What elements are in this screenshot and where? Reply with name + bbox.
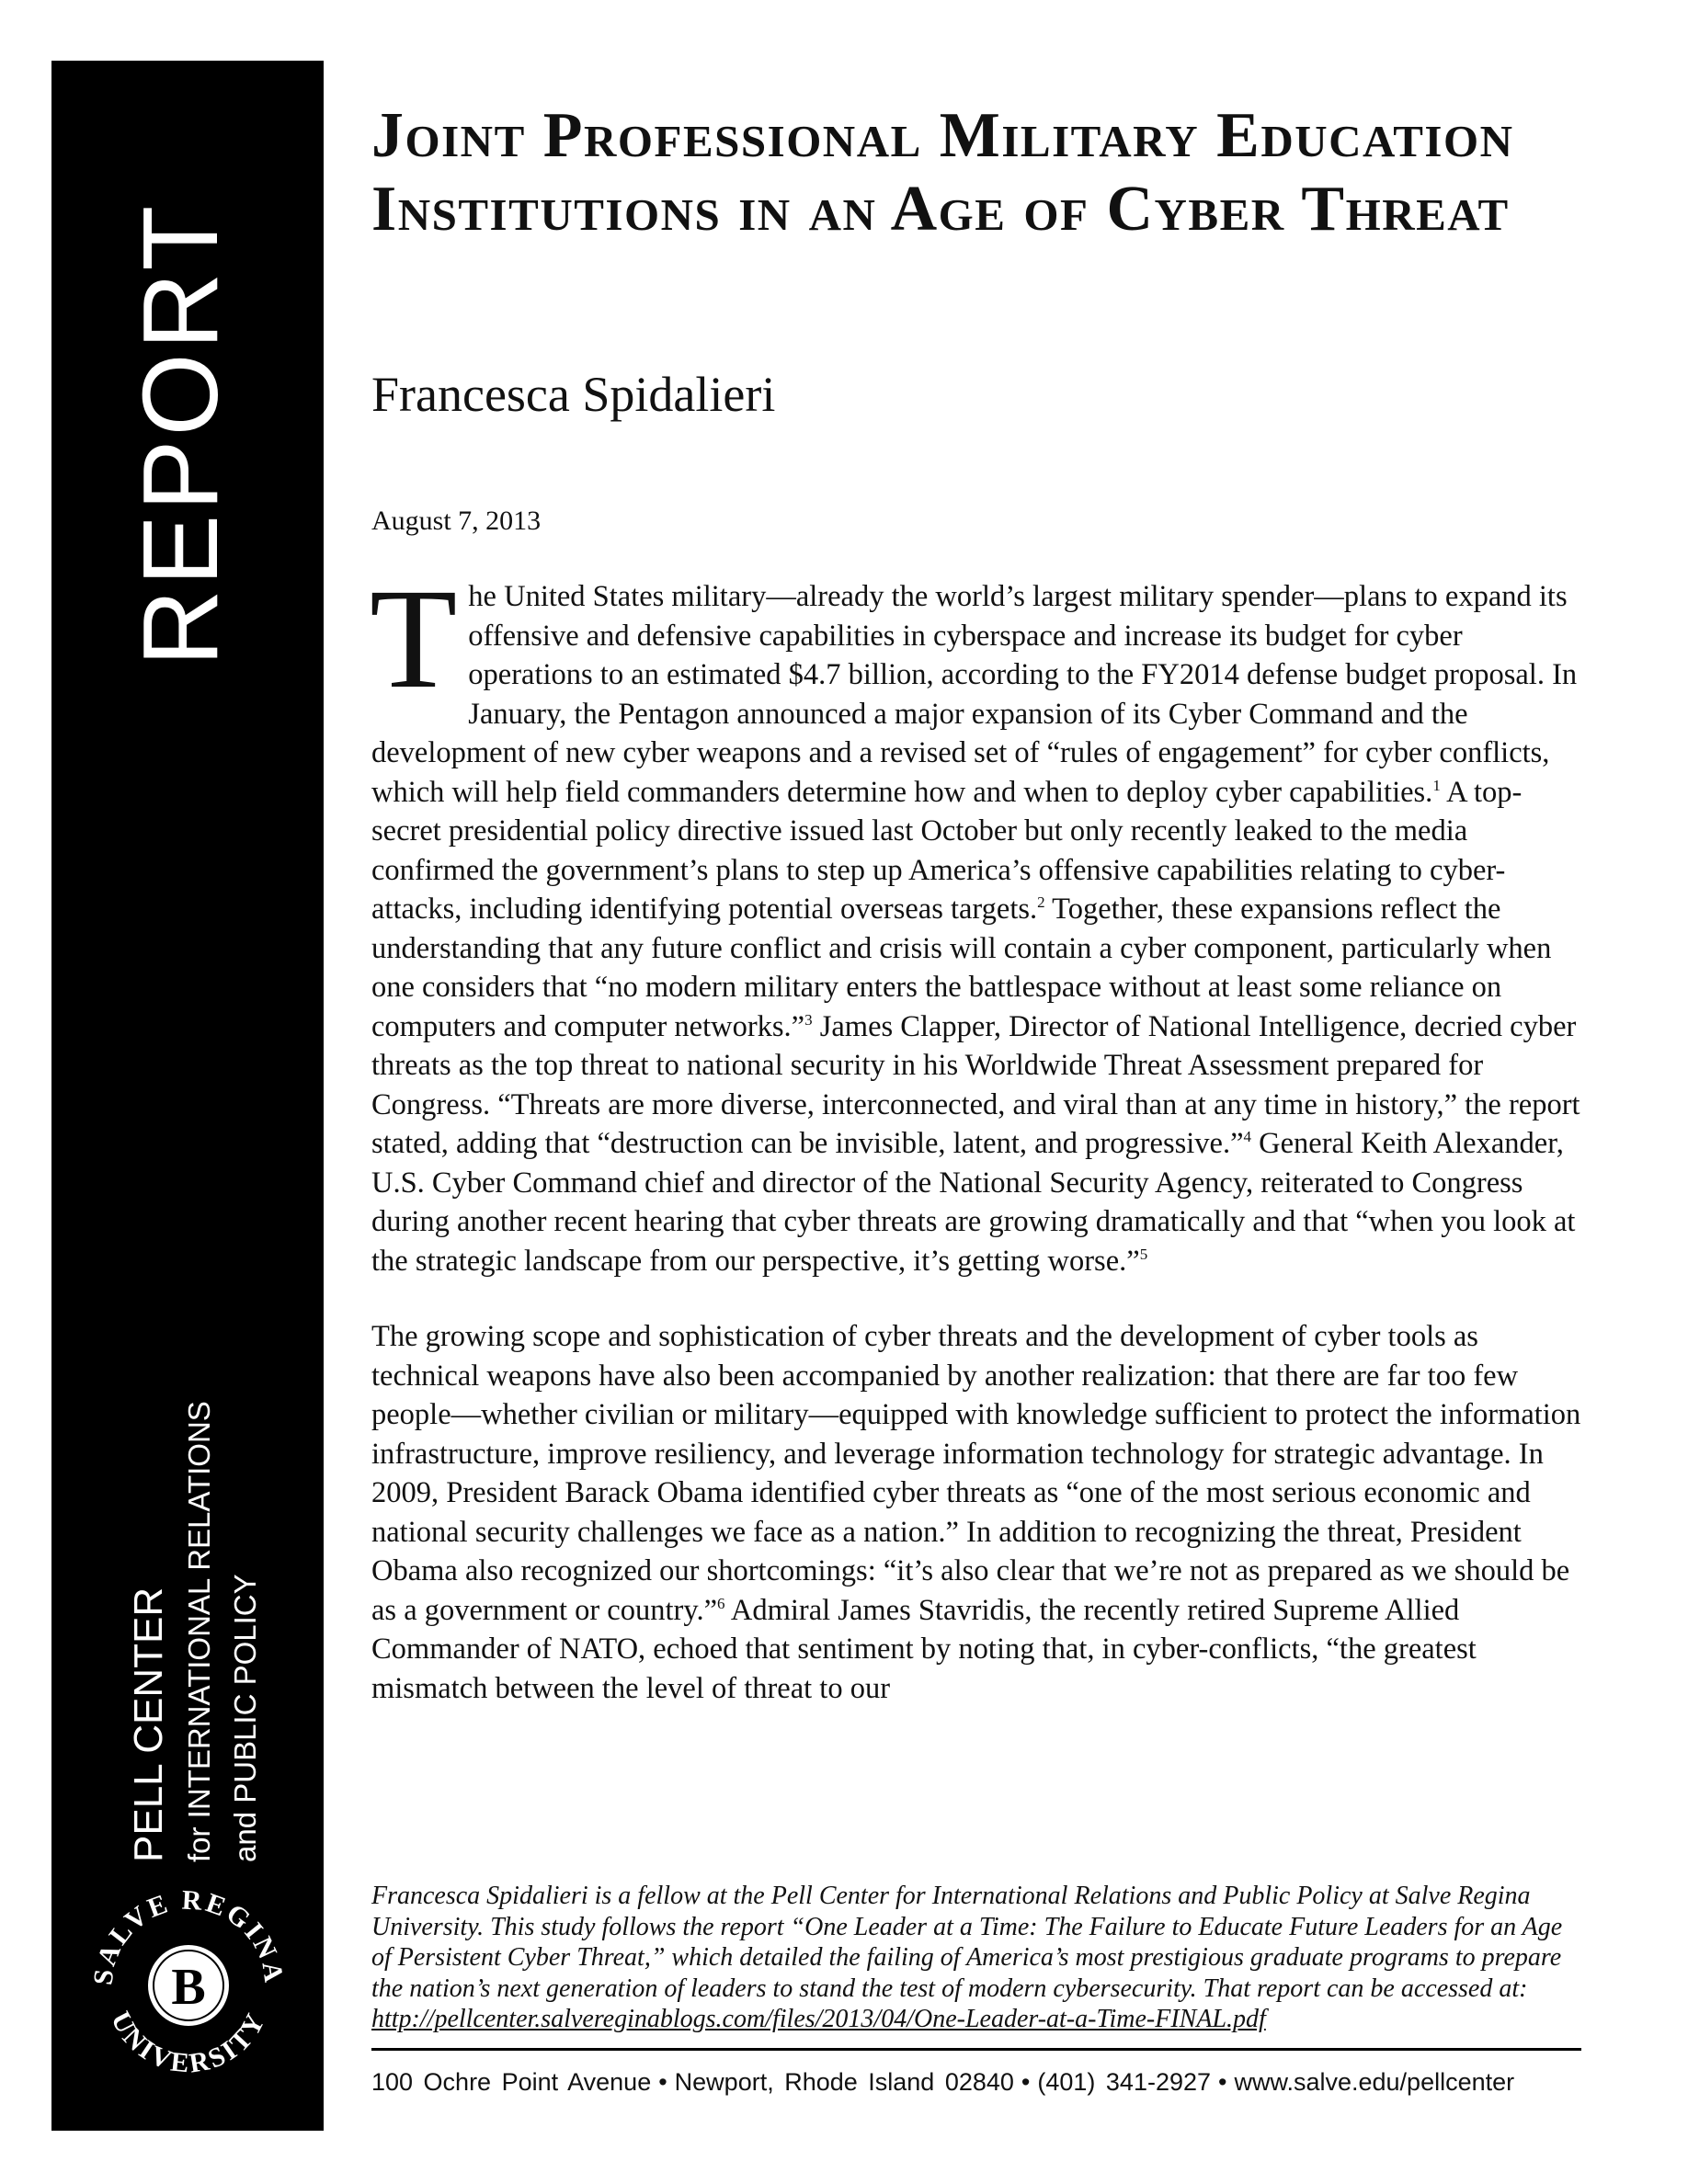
bio-text: Francesca Spidalieri is a fellow at the Pell Center for International Relations and Public Policy at Salve Regina University. This study follows the report “One Leader at a Time: The Failure to Educate Future Leaders for an Age of Persistent Cyber Threat,” which detailed the failing of America’s most prestigious graduate programs to prepare the nation’s next generation of leaders to stand the test of modern cybersecurity. That report can be accessed at:	[371, 1882, 1563, 2003]
footer-divider	[371, 2048, 1581, 2051]
pell-center-name: PELL CENTER	[126, 1587, 171, 1862]
footnote-ref-2: 2	[1037, 893, 1045, 912]
salve-regina-seal-logo	[83, 1875, 294, 2087]
footnote-ref-1: 1	[1432, 776, 1441, 794]
report-title: Joint Professional Military Education Institutions in an Age of Cyber Threat	[371, 100, 1514, 245]
author-bio-note	[371, 1881, 1585, 2035]
footer-separator: •	[1218, 2068, 1227, 2096]
footnote-ref-5: 5	[1139, 1245, 1148, 1263]
footer-street: 100 Ochre Point Avenue	[371, 2068, 652, 2096]
footnote-ref-4: 4	[1243, 1128, 1252, 1146]
seal-bottom-text: UNIVERSITY	[105, 2007, 272, 2079]
body-paragraph-2: The growing scope and sophistication of cyber threats and the development of cyber tools as technical weapons have also been accompanied by another realization: that there are far too few people—whether civilian or military—equipped with knowledge sufficient to protect the information infrastructure, improve resiliency, and leverage information technology for strategic advantage. In 2009, President Barack Obama identified cyber threats as “one of the most serious economic and national security challenges we face as a nation.” In addition to recognizing the threat, President Obama also recognized our shortcomings: “it’s also clear that we’re not as prepared as we should be as a government or country.”$^6$ Admiral James Stavridis, the recently retired Supreme Allied Commander of NATO, echoed that sentiment by noting that, in cyber-conflicts, “the greatest mismatch between the level of threat to our	[371, 1320, 1581, 1705]
footer-separator: •	[1021, 2068, 1031, 2096]
footnote-ref-6: 6	[717, 1594, 725, 1612]
footer-website: www.salve.edu/pellcenter	[1234, 2068, 1515, 2096]
footer-separator: •	[658, 2068, 667, 2096]
report-body	[370, 559, 1583, 1745]
drop-cap: T	[370, 559, 458, 718]
pell-center-subtitle-2: and PUBLIC POLICY	[228, 1574, 262, 1862]
report-label: REPORT	[120, 201, 240, 666]
footnote-ref-3: 3	[804, 1010, 813, 1029]
report-link[interactable]: http://pellcenter.salvereginablogs.com/files/2013/04/One-Leader-at-a-Time-FINAL.pdf	[371, 2005, 1266, 2033]
footer-phone: (401) 341-2927	[1037, 2068, 1212, 2096]
pell-center-subtitle-1: for INTERNATIONAL RELATIONS	[182, 1401, 216, 1862]
seal-top-text: SALVE REGINA	[87, 1884, 290, 1987]
author-name: Francesca Spidalieri	[371, 367, 776, 422]
report-date: August 7, 2013	[371, 506, 542, 536]
footer-city: Newport, Rhode Island 02840	[674, 2068, 1014, 2096]
seal-monogram: B	[171, 1959, 206, 2016]
footer-address	[371, 2070, 1581, 2095]
body-paragraph-1: The United States military—already the world’s largest military spender—plans to expand its offensive and defensive capabilities in cyberspace and increase its budget for cyber operations to an estimated $4.7 billion, according to the FY2014 defense budget proposal. In January, the Pentagon announced a major expansion of its Cyber Command and the development of new cyber weapons and a revised set of “rules of engagement” for cyber conflicts, which will help field commanders determine how and when to deploy cyber capabilities.$^1$ A top-secret presidential policy directive issued last October but only recently leaked to the media confirmed the government’s plans to step up America’s offensive capabilities relating to cyber-attacks, including identifying potential overseas targets.$^2$ Together, these expansions reflect the understanding that any future conflict and crisis will contain a cyber component, particularly when one considers that “no modern military enters the battlespace without at least some reliance on computers and computer networks.”$^3$ James Clapper, Director of National Intelligence, decried cyber threats as the top threat to national security in his Worldwide Threat Assessment prepared for Congress. “Threats are more diverse, interconnected, and viral than at any time in history,” the report stated, adding that “destruction can be invisible, latent, and progressive.”$^4$ General Keith Alexander, U.S. Cyber Command chief and director of the National Security Agency, reiterated to Congress during another recent hearing that cyber threats are growing dramatically and that “when you look at the strategic landscape from our perspective, it’s getting worse.”$^5$	[370, 559, 1580, 1278]
